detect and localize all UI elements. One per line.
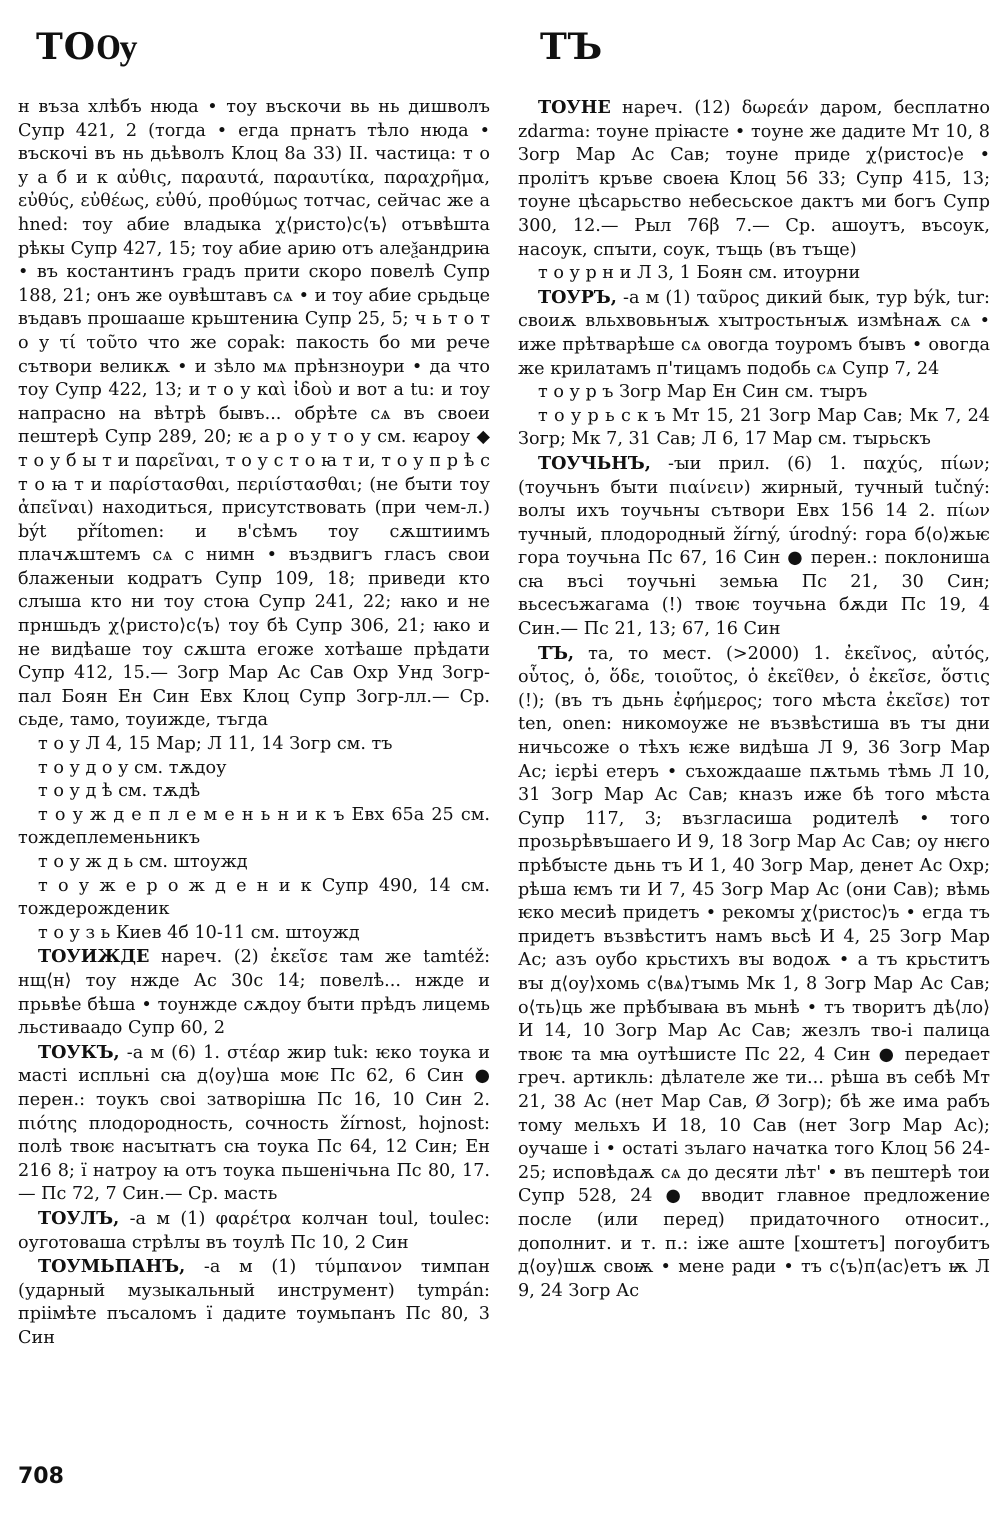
entry-text: т о у Л 4, 15 Мар; Л 11, 14 Зогр см. тъ — [38, 734, 393, 755]
entry-text: т о у р ь с к ъ Мт 15, 21 Зогр Мар Сав; Мк 7, 24 Зогр; Мк 7, 31 Сав; Л 6, 17 Мар см. тꙑрьскъ — [518, 405, 990, 450]
dictionary-entry — [18, 757, 490, 781]
entry-text: -а м (1) ταῦρος дикий бык, тур býk, tur: своиѫ вльхвовьнꙑѫ хꙑтростьнꙑѫ измѣнаѫ сѧ • иже прѣтварѣше сѧ овогда тоуромъ бꙑвъ • овогда же крилатамъ п'тицамъ подобь сѧ Супр 7, 24 — [518, 287, 990, 379]
dictionary-entry — [18, 780, 490, 804]
dictionary-entry — [18, 851, 490, 875]
entry-text: -а м (1) τύμπανον тимпан (ударный музыкальный инструмент) tympán: пріімѣте пъсаломъ ї дадите тоумьпанъ Пс 80, 3 Син — [18, 1257, 490, 1348]
dictionary-entry — [18, 96, 490, 733]
left-column — [18, 96, 490, 1350]
entry-text: н въза хлѣбъ нюда • тоу въскочи вь нь дишволъ Супр 421, 2 (тогда • егда прнатъ тѣло нюда • въскочі въ нь дьѣволъ Клоц 8а 33) II. частица: т о у а б и к αὐθις, παραυτά, παραυτίκα, παραχρῆμα, εὐθύς, εὐθέως, εὐθύ, προθύμως тотчас, сейчас же a hned: тоу абие владыка χ⟨ристо⟩с⟨ъ⟩ отъвѣшта рѣкы Супр 427, 15; тоу абие арию отъ алеѯандриꙗ • въ костантинъ градъ прити скоро повелѣ Супр 188, 21; онъ же оувѣштавъ сѧ • и тоу абие срьдьце въдавъ прошааше крьштениꙗ Супр 25, 5; ч ь т о т о у τί τοῦτο что же copak: пакость бо ми рече сътвори великѫ • и зѣло мѧ прѣнзноури • да что тоу Супр 422, 13; и т о у καὶ ἰδοὺ и вот a tu: и тоу напрасно на вѣтрѣ бывъ... обрѣте сѧ въ своеи пештерѣ Супр 289, 20; ѥ а р о у т о у см. ѥароу ◆ т о у б ы т и παρεῖναι, т о у с т о ꙗ т и, т о у п р ѣ с т о ꙗ т и παρίστασθαι, περιίστασθαι; (не бꙑти тоу ἀπεῖναι) находиться, присутствовать (при чем-л.) být přítomen: и в'сѣмъ тоу сѫштиимъ плачѫштемъ сѧ с нимн • въздвигъ гласъ свои блаженыи кодратъ Супр 109, 18; приведи кто слꙑша кто ни тоу стоꙗ Супр 241, 22; ꙗко и не прншьдъ χ⟨ристо⟩с⟨ъ⟩ тоу бѣ Супр 306, 21; ꙗко и не видѣаше тоу сѫшта егоже хотѣаше прѣдати Супр 412, 15.— Зогр Мар Ас Сав Охр Унд Зогр-пал Боян Ен Син Евх Клоц Супр Зогр-лл.— Ср. сьде, тамо, тоуижде, тъгда — [18, 97, 490, 731]
entry-text: т о у д ѣ см. тѫдѣ — [38, 781, 201, 802]
page-number: 708 — [18, 1464, 64, 1489]
dictionary-entry — [18, 875, 490, 922]
entry-headword: ТОУКЪ, — [38, 1041, 120, 1063]
right-column — [518, 96, 990, 1303]
dictionary-entry — [18, 1255, 490, 1350]
entry-headword: ТОУИЖДЕ — [38, 946, 150, 968]
running-head-right: ТЪ — [540, 26, 604, 68]
entry-text: нареч. (12) δωρεάν даром, бесплатно zdarma: тоуне пріꙗсте • тоуне же дадите Мт 10, 8 Зогр Мар Ас Сав; тоуне приде χ⟨ристос⟩е • пролітъ кръве своеꙗ Клоц 56 33; Супр 415, 13; тоуне цѣсарьство небесьское дактъ ми богъ Супр 300, 12.— Рыл 76β 7.— Ср. ашоутъ, въсоук, насоук, спꙑти, соук, тъщь (въ тъще) — [518, 98, 990, 260]
dictionary-entry — [518, 452, 990, 642]
entry-text: -а м (6) 1. στέαρ жир tuk: ѥко тоука и масті испльні сꙗ д⟨оу⟩ша моѥ Пс 62, 6 Син ● перен.: тоукъ своі затворішꙗ Пс 16, 10 Син 2. πιότης плодородность, сочность žírnost, hojnost: полѣ твоѥ насꙑтꙗтъ сꙗ тоука Пс 64, 12 Син; Ен 216 8; ї натроу ꙗ отъ тоука пьшенічьна Пс 80, 17.— Пс 72, 7 Син.— Ср. масть — [18, 1042, 490, 1205]
dictionary-entry — [18, 1041, 490, 1207]
entry-headword: ТОУНЕ — [538, 97, 611, 118]
entry-text: т о у ж д е п л е м е н ь н и к ъ Евх 65а 25 см. тождеплеменьникъ — [18, 804, 490, 849]
entry-text: -ꙑи прил. (6) 1. παχύς, πίων; (тоучьнъ бꙑти πιαίνειν) жирный, тучный tučný: волꙑ ихъ тоучьнꙑ сътвори Евх 156 14 2. πίων тучный, плодородный žírný, úrodný: гора б⟨о⟩жьѥ гора тоучьна Пс 67, 16 Син ● перен.: поклониша сꙗ въсі тоучьні земьꙗ Пс 21, 30 Син; вьсесъжагама (!) твоѥ тоучьна бѫди Пс 19, 4 Син.— Пс 21, 13; 67, 16 Син — [518, 453, 990, 640]
dictionary-entry — [18, 1207, 490, 1255]
entry-text: та, то мест. (>2000) 1. ἐκεῖνος, αὐτός, οὗτος, ὁ, ὅδε, τοιοῦτος, ὁ ἐκεῖθεν, ὁ ἐκεῖσε, ὅστις (!); (въ тъ дьнь ἐφήμερος; того мѣста ἐκεῖσε) тот ten, onen: никомоуже не възвѣстиша въ тꙑ дни ничьсоже о тѣхъ ѥже видѣша Л 9, 36 Зогр Мар Ас; ієрѣі етеръ • съхождааше пѫтьмь тѣмь Л 10, 31 Зогр Мар Ас Сав; кназъ иже бѣ того мѣста Супр 117, 3; възгласиша родителѣ • того прозьрѣвъшаего И 9, 18 Зогр Мар Ас Сав; оу нѥго прѣбꙑсте дьнь тъ И 1, 40 Зогр Мар, денет Ас Охр; рѣша ѥмъ ти И 7, 45 Зогр Мар Ас (они Сав); вѣмь ѥко месиѣ придетъ • рекомꙑ χ⟨ристос⟩ъ • егда тъ придетъ възвѣститъ намъ вьсѣ И 4, 25 Зогр Мар Ас; азъ оубо крьстихъ вꙑ водоѫ • а тъ крьститъ вꙑ д⟨оу⟩хомь с⟨вѧ⟩тꙑмь Мк 1, 8 Зогр Мар Ас Сав; о⟨ть⟩ць же прѣбꙑваꙗ въ мьнѣ • тъ творитъ дѣ⟨ло⟩ И 14, 10 Зогр Мар Ас Сав; жезлъ тво-і палица твоѥ та мꙗ оутѣшисте Пс 22, 4 Син ● передает греч. артикль: дѣлателе же ти... рѣша въ себѣ Мт 21, 38 Ас (нет Мар Сав, Ø Зогр); бѣ же има рабъ тому мельхъ И 18, 10 Сав (нет Зогр Мар Ас); оучаше і • остаті зълаго начатка того Клоц 56 24-25; исповѣдаѫ сѧ до десяти лѣт' • въ пештерѣ тои Супр 528, 24 ● вводит главное предложение после (или перед) придаточного относит., дополнит. и т. п.: іже аште [хоштетъ] погоубитъ д⟨оу⟩шѫ своѭ • мене ради • тъ с⟨ъ⟩п⟨ас⟩етъ ѭ Л 9, 24 Зогр Ас — [518, 643, 990, 1301]
entry-text: -а м (1) φαρέτρα колчан toul, toulec: оуготоваша стрѣлꙑ въ тоулѣ Пс 10, 2 Син — [18, 1208, 490, 1253]
entry-headword: ТОУРЪ, — [538, 286, 617, 308]
dictionary-entry — [518, 642, 990, 1304]
entry-text: т о у з ь Киев 4б 10-11 см. штоужд — [38, 922, 360, 943]
dictionary-entry — [518, 96, 990, 262]
entry-headword: ТОУМЬПАНЪ, — [38, 1256, 186, 1278]
dictionary-entry — [518, 405, 990, 452]
entry-text: т о у р ъ Зогр Мар Ен Син см. тꙑръ — [538, 382, 868, 403]
dictionary-entry — [18, 945, 490, 1040]
entry-text: т о у ж д ь см. штоужд — [38, 852, 248, 872]
entry-headword: ТОУЧЬНЪ, — [538, 452, 651, 474]
dictionary-entry — [518, 262, 990, 286]
dictionary-entry — [518, 381, 990, 405]
entry-headword: ТЪ, — [538, 642, 575, 664]
dictionary-entry — [18, 922, 490, 946]
entry-text: т о у ж е р о ж д е н и к Супр 490, 14 см. тождерожденик — [18, 875, 490, 920]
entry-text: т о у д о у см. тѫдоу — [38, 757, 227, 778]
running-head-left: ТОѸ — [36, 26, 139, 68]
entry-headword: ТОУЛЪ, — [38, 1207, 120, 1229]
dictionary-entry — [18, 733, 490, 757]
entry-text: нареч. (2) ἐκεῖσε там же tamtéž: нщ⟨н⟩ тоу нжде Ас 30с 14; повелѣ... нжде и прьвѣе бѣша • тоунжде сѫдоу бꙑти прѣдъ лицемь льстиваадо Супр 60, 2 — [18, 947, 490, 1039]
entry-text: т о у р н и Л 3, 1 Боян см. итоурни — [538, 263, 861, 284]
dictionary-entry — [518, 286, 990, 381]
dictionary-entry — [18, 804, 490, 851]
